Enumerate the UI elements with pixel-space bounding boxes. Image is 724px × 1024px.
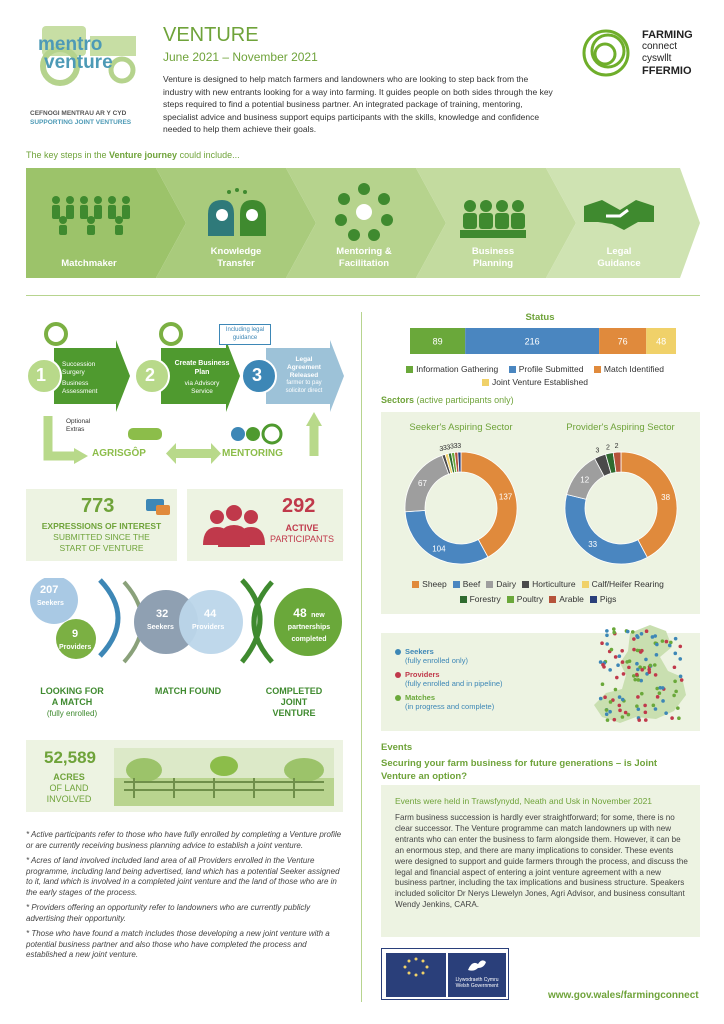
legend-label: Poultry [516,594,544,604]
map-marker [601,682,605,686]
map-marker [612,627,616,631]
donut-value-label: 137 [498,492,513,502]
step-legal-guidance: Legal Guidance [597,246,641,269]
process-diagram [26,318,356,468]
events-heading: Events [381,742,413,753]
status-title: Status [525,312,555,323]
map-marker [622,672,626,676]
sector-legend-item [486,578,516,591]
brand-ffermio: FFERMIO [642,65,692,77]
map-marker [640,632,644,636]
map-providers-label: Providers [405,670,440,679]
eoi-box [26,489,177,561]
map-marker [658,691,662,695]
sector-legend-item [582,578,664,591]
swirl-logo-icon [580,25,636,81]
new-l1: new [311,612,325,619]
eu-stars [386,953,446,985]
map-marker [680,678,684,682]
donut-slice [405,510,488,564]
eoi-line3: START OF VENTURE [59,543,144,553]
map-marker [665,640,669,644]
looking-l3: (fully enrolled) [46,709,98,718]
events-body: Farm business succession is hardly ever straightforward; for some, there is no clear successor. The Venture programme can match landowners up with new entrants who can enter the business to farm alongside them. However, it can be an enormous step, and there are many implications to consider. These events were designed to support and guide farmers through the process, and discuss the legal and financial aspect of entering a joint venture agreement with a new business partner, including the tax implications and business structure. Speakers included solicitor Dr Nerys Llewelyn Jones, Agri Advisor, and business consultant Wendy Jenkins, CARA. [395,813,688,910]
sector-legend [391,576,691,606]
donut-value-label: 3 [457,443,462,451]
map-marker [620,649,624,653]
donut-value-label: 3 [442,445,447,453]
map-marker [670,716,674,720]
completed-l3: VENTURE [272,708,316,718]
map-marker [614,688,618,692]
new-l3: completed [291,636,327,643]
map-marker [655,653,659,657]
sector-legend-item [549,593,584,606]
legend-info-gathering [406,363,498,375]
map-marker [613,718,617,722]
legend-label: Calf/Heifer Rearing [591,579,664,589]
map-marker [626,630,630,634]
donut-value-label: 3 [446,444,451,452]
legend-jv-established [482,376,588,388]
new-l2: partnerships [287,624,331,631]
map-marker [654,707,658,711]
legend-swatch [507,596,514,603]
legend-swatch [453,581,460,588]
map-marker [605,708,609,712]
map-marker [652,704,656,708]
map-marker [658,686,662,690]
completed-inner [278,608,340,644]
map-marker [672,694,676,698]
legend-swatch [482,379,489,386]
legend-swatch [406,366,413,373]
step-mentoring: Mentoring & Facilitation [336,246,392,269]
people-icon [48,190,134,236]
map-marker [608,668,612,672]
match-found-label: MATCH FOUND [154,686,222,696]
sector-legend-item [453,578,481,591]
mf-providers-num: 44 [204,608,217,620]
heads-gears-icon [204,184,270,240]
map-providers [395,670,545,679]
status-legend [388,362,688,388]
speech-bubble-icon-2 [156,505,170,515]
sector-legend-item [522,578,575,591]
provider-dot [395,672,401,678]
map-marker [635,634,639,638]
legend-label: Horticulture [532,579,576,589]
map-seekers-sub: (fully enrolled only) [405,656,468,665]
active-line2: PARTICIPANTS [269,534,334,544]
intro-text: Venture is designed to help match farmers and landowners who are looking to step back from the industry with new entrants looking for a way into farming. It guides people on both sides through the key steps required to find a potential business partner. An integrated package of training, mentoring, specialist advice and business support equips participants with the skills, knowledge and confidence needed to help them achieve their goals. [163,74,553,134]
map-marker [606,718,610,722]
mf-seekers-num: 32 [156,608,169,620]
footer-url[interactable]: www.gov.wales/farmingconnect [548,990,699,1001]
matching-section [26,578,356,728]
events-box [381,785,700,937]
map-marker [632,648,636,652]
logo-sub-welsh: CEFNOGI MENTRAU AR Y CYD [30,110,127,117]
map-marker [605,712,609,716]
map-marker [674,637,678,641]
page-title: VENTURE [163,24,259,46]
dragon-icon [466,956,488,974]
map-providers-sub: (fully enrolled and in pipeline) [405,679,503,688]
footnote-1: * Active participants refer to those who have fully enrolled by completing a Venture profile or are currently receiving business planning advice to establish a joint venture. [26,830,342,850]
completed-l1: COMPLETED [265,686,323,696]
journey-lead [26,150,240,160]
donut-value-label: 2 [605,444,610,452]
status-value-label: 216 [524,336,540,347]
looking-l1: LOOKING FOR [40,686,104,696]
looking-l2: A MATCH [51,697,93,707]
footnote-2: * Acres of land involved included land area of all Providers enrolled in the Venture programme, including land being advertised, land which has a potential Seeker assigned to it, land which is involved in a completed joint venture and the land of those who are in the early stages of the process. [26,856,340,897]
map-marker [645,629,649,633]
map-marker [624,711,628,715]
acres-l2: OF LAND [49,783,89,793]
donut-value-label: 38 [661,492,671,502]
map-marker [605,633,609,637]
donut-value-label: 33 [588,540,598,550]
farming-connect-logo [580,25,700,81]
step1-items [62,361,116,396]
agrisgop-label: AGRISGÔP [92,448,146,459]
map-marker [601,663,605,667]
legend-label: Sheep [422,579,447,589]
new-num: 48 [293,606,307,620]
farmland-illustration [114,748,334,806]
map-matches-label: Matches [405,693,436,702]
team-icon [460,198,526,240]
mentoring-label: MENTORING [222,448,283,459]
circle-people-icon [334,182,394,242]
map-marker [661,639,665,643]
map-marker [599,660,603,664]
map-marker [651,635,655,639]
donut-value-label: 2 [614,443,619,451]
active-box [187,489,343,561]
map-marker [656,695,660,699]
step1-bullet2: Business Assessment [62,380,98,395]
legal-note: Including legal guidance [219,324,271,345]
legend-swatch [582,581,589,588]
sector-legend-item [412,578,447,591]
map-marker [655,687,659,691]
active-number: 292 [282,495,316,517]
legend-swatch [486,581,493,588]
step3-title: Legal Agreement Released [287,356,321,379]
map-marker [653,663,657,667]
brand-cyswllt: cyswllt [642,53,672,64]
step3-sub: farmer to pay solicitor direct [285,380,323,394]
map-marker [614,655,618,659]
map-marker [621,660,625,664]
map-marker [636,695,640,699]
footnotes [26,830,344,961]
step2-number: 2 [145,365,156,385]
step-matchmaker: Matchmaker [61,258,117,269]
donut-value-label: 67 [418,478,427,488]
seekers-num: 207 [40,584,59,596]
events-sub: Securing your farm business for future generations – is Joint Venture an option? [381,758,658,782]
map-marker [678,657,682,661]
logo-mentro: mentro [38,34,103,55]
map-marker [635,662,639,666]
map-marker [618,704,622,708]
map-marker [644,711,648,715]
seeker-title: Seeker's Aspiring Sector [409,422,513,433]
map-matches [395,693,545,702]
step3-number: 3 [252,365,263,385]
map-marker [618,709,622,713]
status-chart [380,312,700,386]
map-marker [627,666,631,670]
welsh-gov-text: Llywodraeth Cymru Welsh Government [455,977,499,989]
map-marker [615,676,619,680]
match-dot [395,695,401,701]
legend-label: Forestry [469,594,501,604]
acres-box [26,740,343,812]
map-marker [603,695,607,699]
acres-l1: ACRES [53,772,85,782]
map-marker [609,700,613,704]
legend-label: Match Identified [603,364,664,374]
eoi-line1: EXPRESSIONS OF INTEREST [41,521,162,531]
seekers-lbl: Seekers [37,600,64,607]
map-marker [677,716,681,720]
map-marker [605,642,609,646]
map-seekers [395,647,545,656]
map-marker [635,704,639,708]
map-marker [673,679,677,683]
vertical-divider [361,312,362,1002]
map-marker [633,678,637,682]
map-marker [679,675,683,679]
map-marker [612,631,616,635]
sector-legend-item [460,593,501,606]
map-marker [631,630,635,634]
donut-value-label: 104 [432,544,446,554]
eoi-number: 773 [81,495,115,517]
status-bar [410,328,676,354]
legend-swatch [590,596,597,603]
journey-lead-pre: The key steps in the [26,150,110,160]
map-marker [599,697,603,701]
step2-title: Create Business Plan [174,360,230,376]
map-marker [655,643,659,647]
donut-value-label: 3 [453,443,458,451]
wales-map [586,619,698,729]
legend-label: Joint Venture Established [492,377,588,387]
map-marker [637,707,641,711]
map-marker [654,673,658,677]
mf-providers-lbl: Providers [192,624,225,631]
status-value-label: 76 [617,336,628,347]
step1-bullet1: Succession Surgery [62,361,96,376]
mentro-venture-logo [26,22,154,132]
legend-swatch [412,581,419,588]
map-matches-sub: (in progress and complete) [405,702,495,711]
seeker-dot [395,649,401,655]
sector-legend-item [507,593,543,606]
map-legend [395,647,545,711]
step-knowledge-transfer: Knowledge Transfer [210,246,262,269]
legend-label: Profile Submitted [518,364,584,374]
map-marker [640,692,644,696]
legend-swatch [460,596,467,603]
map-marker [668,644,672,648]
seeker-donut [383,436,539,576]
map-marker [674,690,678,694]
map-marker [600,641,604,645]
eu-flag-icon [386,953,446,997]
map-marker [621,715,625,719]
map-marker [618,695,622,699]
map-marker [673,665,677,669]
map-marker [643,704,647,708]
donut-slice [461,452,517,557]
donut-value-label: 12 [580,475,590,485]
legend-label: Pigs [599,594,617,604]
handshake-icon [584,196,654,232]
footnote-4: * Those who have found a match includes those developing a new joint venture with a potential business partner and also those who have completed the process and established a new joint venture. [26,929,330,959]
map-seekers-label: Seekers [405,647,434,656]
sectors-title [381,395,514,405]
map-marker [678,645,682,649]
providers-lbl: Providers [59,644,92,651]
donut-value-label: 3 [449,443,454,451]
provider-donut [543,436,699,576]
map-marker [618,654,622,658]
active-line1: ACTIVE [285,523,319,533]
map-panel [381,633,700,731]
funding-logos [381,948,509,1000]
legend-swatch [509,366,516,373]
journey-lead-post: could include... [177,150,240,160]
map-marker [616,663,620,667]
journey-banner [26,168,700,278]
step1-number: 1 [36,365,47,385]
map-marker [632,637,636,641]
map-marker [621,698,625,702]
logo-sub-english: SUPPORTING JOINT VENTURES [30,119,132,126]
map-marker [639,650,643,654]
donut-slice [565,494,647,564]
sector-legend-item [590,593,617,606]
legend-swatch [594,366,601,373]
provider-title: Provider's Aspiring Sector [566,422,675,433]
date-range: June 2021 – November 2021 [163,50,318,64]
map-marker [664,711,668,715]
looking-label [26,686,118,719]
mf-seekers-lbl: Seekers [147,624,174,631]
legend-match-identified [594,363,664,375]
map-marker [610,648,614,652]
donut-value-label: 3 [595,447,600,455]
brand-connect: connect [642,41,678,52]
footnote-3: * Providers offering an opportunity refer to landowners who are currently publicly advertising their opportunity. [26,903,311,923]
step2-sub: via Advisory Service [184,380,220,395]
map-marker [644,718,648,722]
legend-label: Information Gathering [416,364,499,374]
optional-extras: Optional Extras [66,418,91,433]
brand-farming: FARMING [642,29,693,41]
sectors-title-bold: Sectors [381,395,415,405]
legend-swatch [522,581,529,588]
map-marker [649,664,653,668]
step-business-planning: Business Planning [471,246,515,269]
horizontal-divider [26,295,700,296]
acres-number: 52,589 [44,748,96,767]
map-marker [637,718,641,722]
welsh-gov-logo [448,953,506,997]
map-marker [676,706,680,710]
providers-num: 9 [72,628,79,640]
map-marker [632,674,636,678]
completed-label [252,686,336,719]
map-marker [637,678,641,682]
logo-venture: venture [44,52,113,73]
donut-slice [621,452,677,557]
participants-icon [201,503,267,547]
status-value-label: 89 [432,336,443,347]
map-marker [608,710,612,714]
map-marker [605,629,609,633]
journey-lead-bold: Venture journey [109,150,178,160]
legend-swatch [549,596,556,603]
donut-value-label: 3 [439,446,444,454]
events-box-title: Events were held in Trawsfynydd, Neath and Usk in November 2021 [395,796,653,806]
status-value-label: 48 [656,336,667,347]
legend-label: Arable [559,594,584,604]
legend-profile-submitted [509,363,584,375]
map-marker [661,699,665,703]
map-marker [644,658,648,662]
map-marker [648,670,652,674]
completed-l2: JOINT [280,697,308,707]
legend-label: Dairy [496,579,517,589]
map-marker [673,652,677,656]
map-marker [640,668,644,672]
acres-l3: INVOLVED [46,794,92,804]
map-marker [625,660,629,664]
legend-label: Beef [462,579,481,589]
eoi-line2: SUBMITTED SINCE THE [53,532,150,542]
sectors-panel [381,412,700,614]
sectors-title-rest: (active participants only) [414,395,514,405]
